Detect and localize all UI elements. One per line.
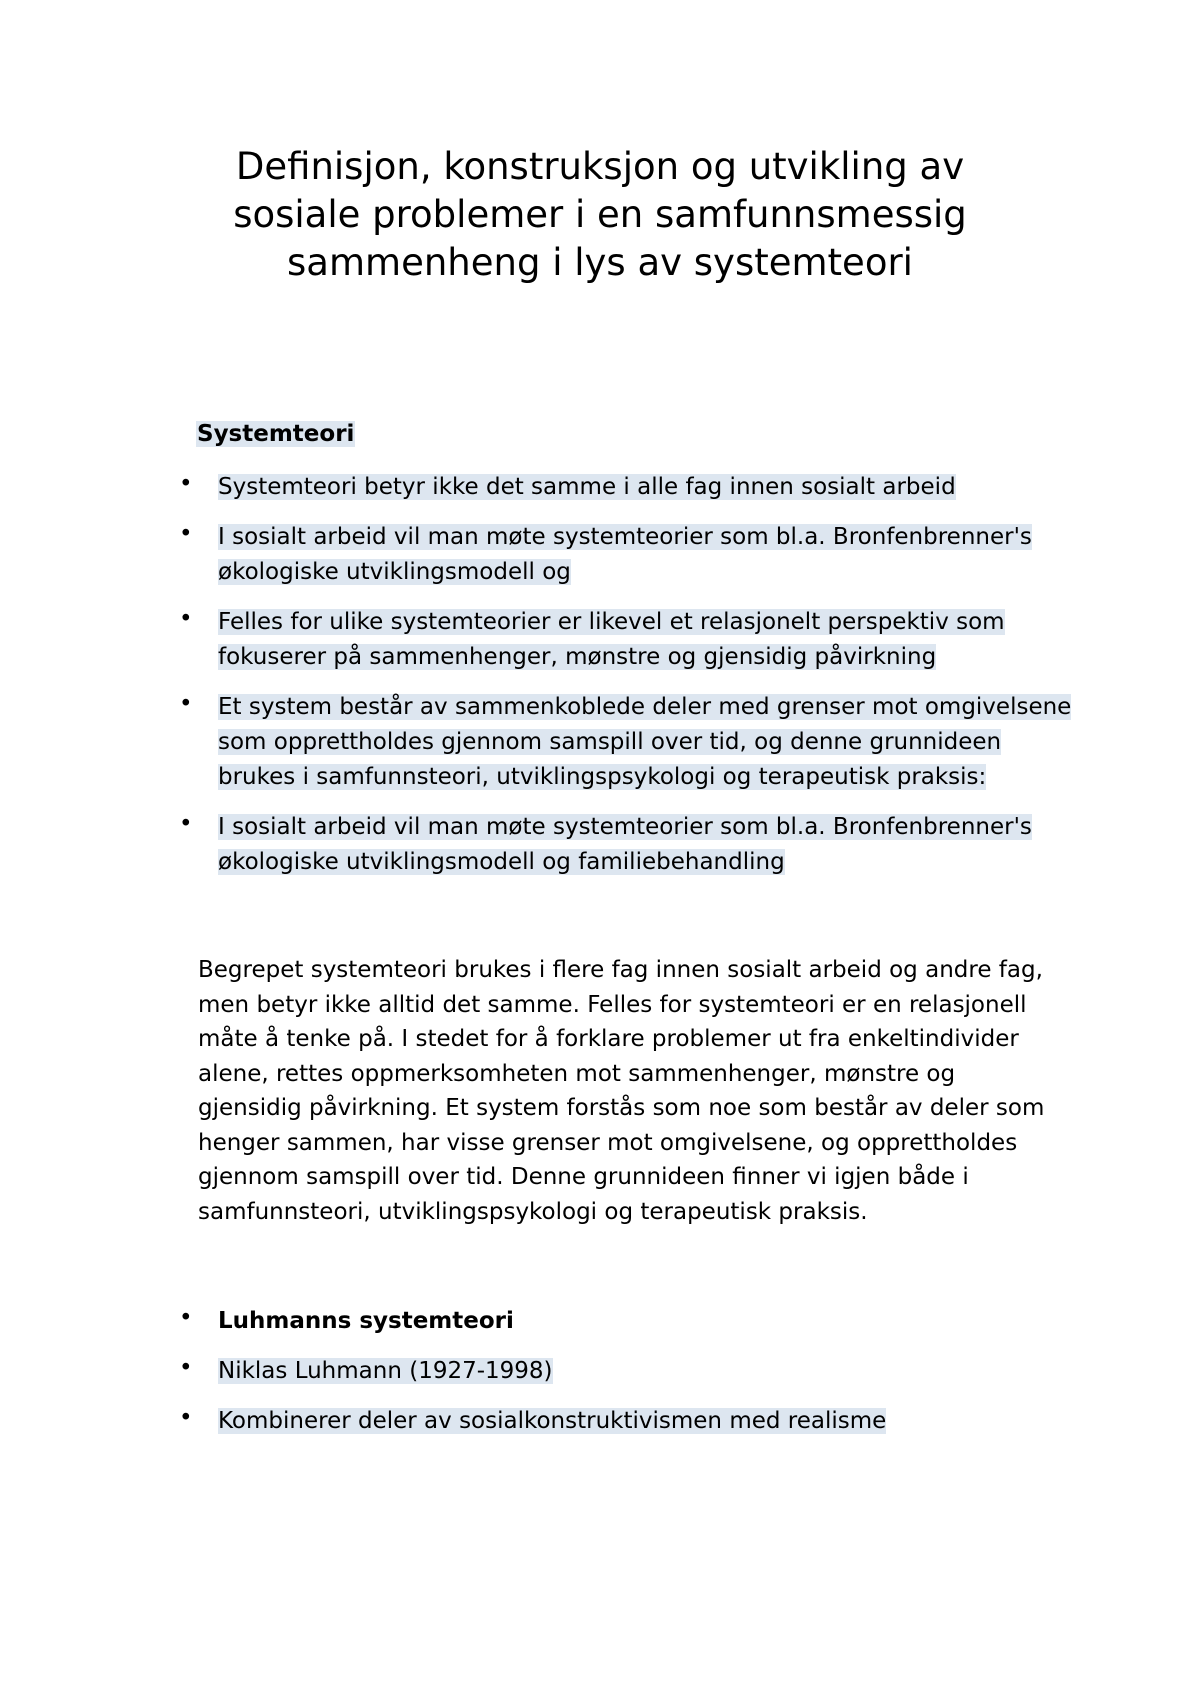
list-item	[176, 810, 1096, 880]
title-line: sosiale problemer i en samfunnsmessig	[233, 193, 967, 236]
list-item-text: I sosialt arbeid vil man møte systemteorier som bl.a. Bronfenbrenner's	[218, 524, 1032, 550]
bullet-icon: •	[179, 471, 193, 497]
list-item-text: økologiske utviklingsmodell og	[218, 559, 571, 585]
list-item-text: som opprettholdes gjennom samspill over tid, og denne grunnideen	[218, 729, 1002, 755]
list-item-text: økologiske utviklingsmodell og familiebehandling	[218, 849, 785, 875]
document-title	[100, 143, 1100, 287]
bullet-icon: •	[179, 1305, 193, 1331]
bullet-icon: •	[179, 521, 193, 547]
section-heading	[196, 418, 355, 450]
paragraph-line: gjensidig påvirkning. Et system forstås som noe som består av deler som	[198, 1095, 1045, 1121]
paragraph-line: gjennom samspill over tid. Denne grunnideen finner vi igjen både i	[198, 1164, 969, 1190]
paragraph-line: men betyr ikke alltid det samme. Felles for systemteori er en relasjonell	[198, 991, 1027, 1018]
list-item	[176, 605, 1096, 675]
bullet-icon: •	[179, 691, 193, 717]
list-item	[176, 1304, 1096, 1339]
list-item-text: Et system består av sammenkoblede deler med grenser mot omgivelsene	[218, 694, 1072, 720]
body-paragraph	[198, 953, 1098, 1229]
second-bullet-list	[176, 1304, 1096, 1454]
paragraph-line: måte å tenke på. I stedet for å forklare problemer ut fra enkeltindivider	[198, 1026, 1019, 1052]
list-item-text: Felles for ulike systemteorier er likevel et relasjonelt perspektiv som	[218, 609, 1005, 635]
list-item	[176, 470, 1096, 505]
bullet-icon: •	[179, 1355, 193, 1381]
paragraph-line: Begrepet systemteori brukes i flere fag innen sosialt arbeid og andre fag,	[198, 957, 1043, 983]
title-line: sammenheng i lys av systemteori	[287, 241, 913, 284]
bullet-icon: •	[179, 811, 193, 837]
paragraph-line: alene, rettes oppmerksomheten mot sammenhenger, mønstre og	[198, 1060, 956, 1087]
list-item	[176, 1404, 1096, 1439]
list-item-text: Kombinerer deler av sosialkonstruktivismen med realisme	[218, 1408, 887, 1434]
bullet-icon: •	[179, 1405, 193, 1431]
list-item	[176, 1354, 1096, 1389]
paragraph-line: henger sammen, har visse grenser mot omgivelsene, og opprettholdes	[198, 1129, 1018, 1156]
list-item	[176, 690, 1096, 795]
bullet-list	[176, 470, 1096, 895]
title-line: Definisjon, konstruksjon og utvikling av	[235, 145, 965, 188]
list-item-text: Systemteori betyr ikke det samme i alle fag innen sosialt arbeid	[218, 474, 956, 500]
paragraph-line: samfunnsteori, utviklingspsykologi og terapeutisk praksis.	[198, 1198, 868, 1225]
bullet-icon: •	[179, 606, 193, 632]
list-item-text: I sosialt arbeid vil man møte systemteorier som bl.a. Bronfenbrenner's	[218, 814, 1032, 840]
list-item	[176, 520, 1096, 590]
list-item-text: brukes i samfunnsteori, utviklingspsykologi og terapeutisk praksis:	[218, 764, 987, 790]
list-item-text: fokuserer på sammenhenger, mønstre og gjensidig påvirkning	[218, 644, 937, 670]
list-item-text: Luhmanns systemteori	[218, 1308, 514, 1334]
section-heading-text: Systemteori	[197, 421, 355, 447]
list-item-text: Niklas Luhmann (1927-1998)	[218, 1358, 553, 1384]
